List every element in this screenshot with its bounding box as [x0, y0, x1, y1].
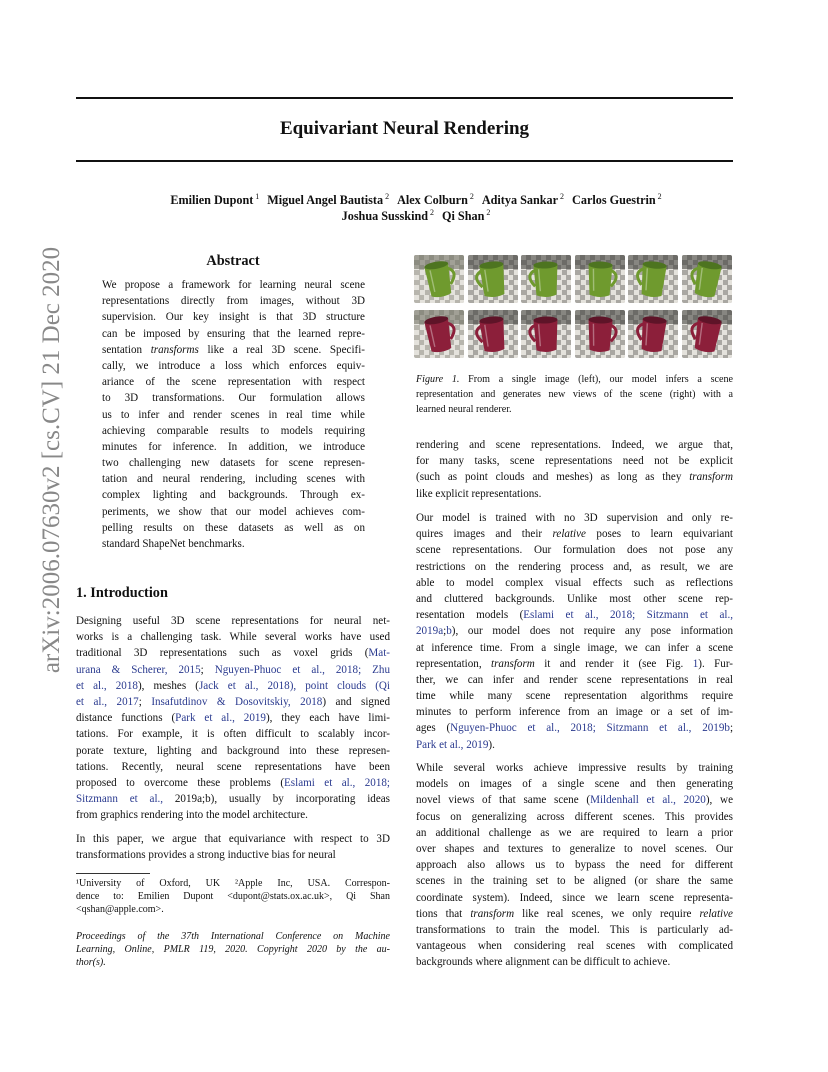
text-line: novel views of that same scene (Mildenhall et al., 2020), we	[416, 794, 733, 807]
affiliation-marker: 2	[484, 208, 491, 217]
text-line: transformations provides a strong inductive bias for neural	[76, 849, 336, 862]
text-line: traditional 3D representations such as voxel grids (Mat-	[76, 647, 390, 660]
text-line: supervision. Our key insight is that 3D structure	[102, 311, 365, 324]
author-name-text: Alex Colburn	[397, 193, 468, 208]
affiliation-marker: 2	[428, 208, 435, 217]
text-line: <qshan@apple.com>.	[76, 904, 164, 915]
text-line: Designing useful 3D scene representations for neural net-	[76, 615, 390, 627]
text-line: minutes to perform inference from an image or a set of im-	[416, 706, 733, 719]
figure-1-caption	[416, 372, 733, 417]
text-line: Sitzmann et al., 2019a;b), usually by incorporating ideas	[76, 793, 390, 806]
text-line: Park et al., 2019).	[416, 738, 495, 751]
text-line: We propose a framework for learning neural scene	[102, 279, 365, 291]
author-name	[170, 193, 259, 207]
red-mug-view-2	[468, 310, 518, 358]
text-line: periments, we show that our model achieves com-	[102, 505, 365, 518]
abstract-heading: Abstract	[206, 253, 260, 269]
abstract-text	[102, 277, 365, 552]
author-name	[572, 193, 662, 207]
text-line: ther, we can infer and render scene representations in real	[416, 673, 733, 686]
text-line: urana & Scherer, 2015; Nguyen-Phuoc et al., 2018; Zhu	[76, 663, 391, 676]
text-line: and cluttered backgrounds. Unlike most other scene rep-	[416, 592, 733, 605]
red-mug-view-5	[628, 310, 678, 358]
text-line: like explicit representations.	[416, 487, 542, 500]
text-line: tions that transform like real scenes, we only require relative	[416, 907, 733, 920]
text-line: achieving comparable results to models requiring	[102, 424, 365, 437]
text-line: vantageous when considering real scenes with complicated	[416, 940, 733, 953]
text-line: Our model is trained with no 3D supervision and only re-	[416, 512, 733, 524]
text-line: porate texture, lighting and background into these represen-	[76, 744, 390, 757]
text-line: In this paper, we argue that equivariance with respect to 3D	[76, 833, 390, 845]
text-line: ¹University of Oxford, UK ²Apple Inc, USA. Correspon-	[76, 878, 390, 889]
text-line: et al., 2018), meshes (Jack et al., 2018), point clouds (Qi	[76, 679, 390, 692]
text-line: thor(s).	[76, 957, 106, 968]
caption-line: representation and generates new views of the scene (right) with a	[416, 389, 733, 400]
text-line: While several works achieve impressive results by training	[416, 762, 733, 774]
red-mug-view-1	[414, 310, 464, 358]
text-line: dence to: Emilien Dupont <dupont@stats.ox.ac.uk>, Qi Shan	[76, 891, 390, 902]
affiliation-marker: 2	[558, 192, 565, 201]
text-line: transformations to train the model. This is particularly ad-	[416, 923, 733, 936]
text-line: rendering and scene representations. Indeed, we argue that,	[416, 439, 733, 451]
text-line: pelling results on these datasets as well as on	[102, 521, 365, 534]
text-line: minutes for inference. In addition, we introduce	[102, 440, 365, 453]
text-line: standard ShapeNet benchmarks.	[102, 538, 245, 550]
text-line: for many tasks, scene representations need not be explicit	[416, 455, 733, 468]
text-line: models on images of a single scene and then generating	[416, 778, 733, 791]
introduction-heading: 1. Introduction	[76, 585, 168, 601]
text-line: et al., 2017; Insafutdinov & Dosovitskiy, 2018) and signed	[76, 695, 390, 708]
text-line: quires images and their relative poses to learn equivariant	[416, 528, 733, 541]
text-line: coordinate system). Indeed, since we learn scene representa-	[416, 891, 733, 904]
author-name	[342, 209, 434, 223]
green-mug-view-3	[521, 255, 571, 303]
text-line: tations. For example, it is often difficult to scalably incor-	[76, 728, 390, 741]
text-line: over shapes and textures to generalize to novel scenes. Our	[416, 842, 733, 855]
green-mug-view-1	[414, 255, 464, 303]
title-bottom-rule	[76, 160, 733, 162]
text-line: Proceedings of the 37th International Conference on Machine	[76, 931, 390, 942]
green-mug-view-5	[628, 255, 678, 303]
green-mug-view-4	[575, 255, 625, 303]
paper-title: Equivariant Neural Rendering	[279, 118, 530, 139]
text-line: sentation transforms like a real 3D scene. Specifi-	[102, 343, 365, 356]
text-line: at inference time. From a single image, we can infer a scene	[416, 641, 733, 654]
green-mug-view-6	[682, 255, 732, 303]
red-mug-view-4	[575, 310, 625, 358]
text-line: cally, we introduce a loss which enforces equiv-	[102, 359, 365, 372]
text-line: to 3D transformations. Our formulation allows	[102, 392, 365, 405]
author-name-text: Emilien Dupont	[170, 193, 254, 208]
text-line: approach also allows us to bypass the need for different	[416, 859, 733, 872]
caption-line: learned neural renderer.	[416, 404, 512, 415]
right-column-paragraph-1	[416, 437, 733, 502]
author-name-text: Joshua Susskind	[341, 209, 429, 224]
author-name	[267, 193, 389, 207]
text-line: backgrounds where alignment can be difficult to achieve.	[416, 956, 671, 969]
text-line: (such as point clouds and meshes) as long as they transform	[416, 471, 733, 484]
text-line: complex lighting and backgrounds. Through ex-	[102, 489, 365, 502]
text-line: two challenging new datasets for scene represen-	[102, 457, 365, 470]
footnote-rule	[76, 873, 150, 874]
figure-1-image-grid	[414, 255, 733, 361]
author-name-text: Qi Shan	[442, 209, 485, 224]
text-line: ariance of the scene representation with respect	[102, 376, 365, 389]
text-line: focus on generalizing across different scenes. This provides	[416, 810, 733, 823]
text-line: scene representations. Our formulation does not pose any	[416, 544, 733, 557]
author-name	[442, 209, 490, 223]
text-line: resentation models (Eslami et al., 2018; Sitzmann et al.,	[416, 609, 733, 622]
proceedings-footnote	[76, 930, 390, 969]
text-line: restrictions on the rendering process and, as result, we are	[416, 560, 733, 573]
text-line: proposed to overcome these problems (Eslami et al., 2018;	[76, 776, 391, 789]
affiliation-footnote	[76, 877, 390, 916]
text-line: distance functions (Park et al., 2019), they each have limi-	[76, 712, 390, 725]
text-line: representations directly from images, without 3D	[102, 295, 365, 308]
author-name	[482, 193, 564, 207]
text-line: time while many scene representation algorithms require	[416, 690, 733, 703]
text-line: able to model complex visual effects such as reflections	[416, 576, 733, 589]
red-mug-view-3	[521, 310, 571, 358]
text-line: from graphics rendering into the model architecture.	[76, 809, 308, 822]
author-list-line-2	[76, 208, 756, 224]
text-line: representation, transform it and render it (see Fig. 1). Fur-	[416, 657, 733, 670]
right-column-paragraph-2	[416, 510, 733, 753]
affiliation-marker: 1	[253, 192, 260, 201]
author-list-line-1	[76, 192, 756, 208]
introduction-paragraph-1	[76, 613, 390, 823]
text-line: tation and neural rendering, including scenes with	[102, 473, 365, 486]
right-column-paragraph-3	[416, 760, 733, 970]
text-line: scenes in the training set to be aligned (or share the same	[416, 875, 733, 888]
text-line: can be imposed by ensuring that the learned repre-	[102, 327, 365, 340]
text-line: works is a challenging task. While several works have used	[76, 631, 390, 644]
author-name-text: Carlos Guestrin	[572, 193, 656, 208]
author-name	[397, 193, 474, 207]
affiliation-marker: 2	[467, 192, 474, 201]
caption-line: Figure 1. From a single image (left), our model infers a scene	[416, 374, 733, 385]
top-rule	[76, 97, 733, 99]
introduction-paragraph-2	[76, 831, 390, 863]
text-line: us to infer and render scenes in real time while	[102, 408, 365, 421]
author-name-text: Aditya Sankar	[481, 193, 559, 208]
arxiv-identifier: arXiv:2006.07630v2 [cs.CV] 21 Dec 2020	[38, 246, 65, 674]
text-line: an additional challenge as we are required to learn a prior	[416, 826, 733, 839]
affiliation-marker: 2	[655, 192, 662, 201]
green-mug-view-2	[468, 255, 518, 303]
text-line: 2019a;b), our model does not require any pose information	[416, 625, 733, 638]
text-line: Learning, Online, PMLR 119, 2020. Copyright 2020 by the au-	[76, 944, 390, 955]
red-mug-view-6	[682, 310, 732, 358]
affiliation-marker: 2	[383, 192, 390, 201]
text-line: ages (Nguyen-Phuoc et al., 2018; Sitzmann et al., 2019b;	[416, 722, 734, 735]
text-line: tations. Recently, neural scene representations have been	[76, 760, 390, 773]
author-name-text: Miguel Angel Bautista	[267, 193, 384, 208]
